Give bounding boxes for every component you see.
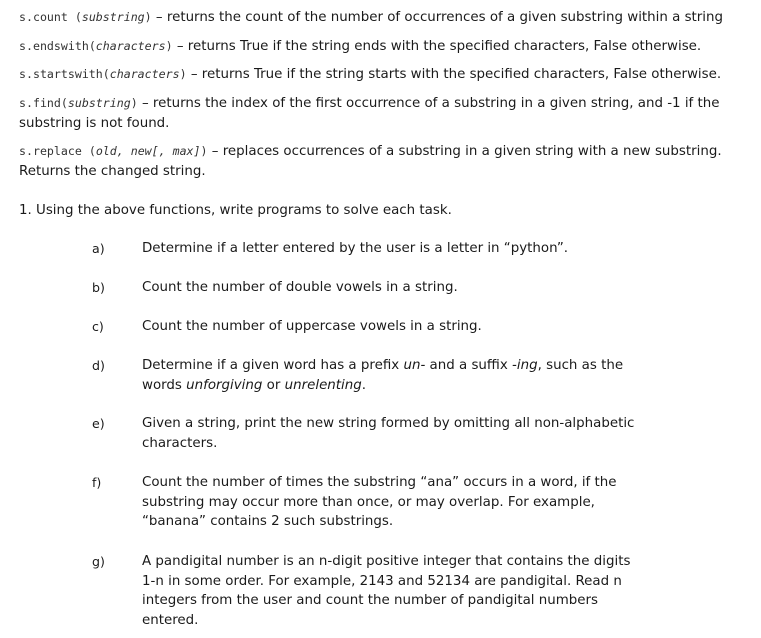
code-function-name: find: [32, 96, 61, 110]
code-arguments: characters: [95, 39, 166, 53]
code-arguments: characters: [109, 67, 180, 81]
code-paren-open: (: [60, 96, 68, 110]
task-letter: a): [92, 241, 105, 256]
task-text: Count the number of double vowels in a string.: [142, 280, 458, 295]
code-arguments: old, new[, max]: [95, 144, 201, 158]
task-letter: b): [92, 280, 105, 295]
code-arguments: substring: [67, 96, 131, 110]
function-count: [19, 8, 744, 28]
function-endswith: [19, 37, 744, 57]
task-text: Count the number of uppercase vowels in a string.: [142, 319, 482, 334]
code-object: s.: [19, 10, 33, 24]
task-text: Given a string, print the new string formed by omitting all non-alphabetic characters.: [142, 416, 635, 451]
code-paren-close: ): [144, 10, 152, 24]
task-text: A pandigital number is an n-digit positive integer that contains the digits 1-n in some order. For example, 2143 and 52134 are pandigital. Read n integers from the user and count the number of pandigital numbers entered.: [142, 554, 631, 628]
code-paren-close: ): [165, 39, 173, 53]
function-description: – returns the index of the first occurrence of a substring in a given string, and -1 if the substring is not found.: [19, 96, 720, 131]
task-letter: e): [92, 416, 105, 431]
code-object: s.: [19, 39, 33, 53]
code-paren-open: (: [88, 39, 96, 53]
function-replace: [19, 142, 744, 181]
code-paren-close: ): [179, 67, 187, 81]
function-description: – returns True if the string ends with the specified characters, False otherwise.: [172, 39, 702, 54]
code-paren-close: ): [200, 144, 208, 158]
code-paren-close: ): [130, 96, 138, 110]
code-arguments: substring: [81, 10, 145, 24]
code-paren-open: (: [81, 144, 96, 158]
function-description: – returns True if the string starts with the specified characters, False otherwise.: [186, 67, 722, 82]
code-object: s.: [19, 67, 33, 81]
function-find: [19, 94, 744, 133]
task-letter: g): [92, 554, 105, 569]
code-object: s.: [19, 96, 33, 110]
code-function-name: startswith: [32, 67, 103, 81]
code-function-name: endswith: [32, 39, 89, 53]
task-letter: d): [92, 358, 105, 373]
task-text: Determine if a given word has a prefix un- and a suffix -ing, such as the words unforgiving or unrelenting.: [142, 358, 624, 393]
code-function-name: count: [32, 10, 68, 24]
task-text: Count the number of times the substring “ana” occurs in a word, if the substring may occur more than once, or may overlap. For example, “banana” contains 2 such substrings.: [142, 475, 617, 529]
code-object: s.: [19, 144, 33, 158]
function-description: – returns the count of the number of occurrences of a given substring within a string: [151, 10, 724, 25]
task-text: Determine if a letter entered by the user is a letter in “python”.: [142, 241, 569, 256]
code-paren-open: (: [102, 67, 110, 81]
code-function-name: replace: [32, 144, 82, 158]
function-description: – replaces occurrences of a substring in a given string with a new substring. Returns the changed string.: [19, 144, 722, 179]
task-letter: f): [92, 475, 102, 490]
task-letter: c): [92, 319, 104, 334]
exercise-intro: 1. Using the above functions, write programs to solve each task.: [19, 203, 452, 218]
function-startswith: [19, 65, 744, 85]
code-paren-open: (: [67, 10, 82, 24]
